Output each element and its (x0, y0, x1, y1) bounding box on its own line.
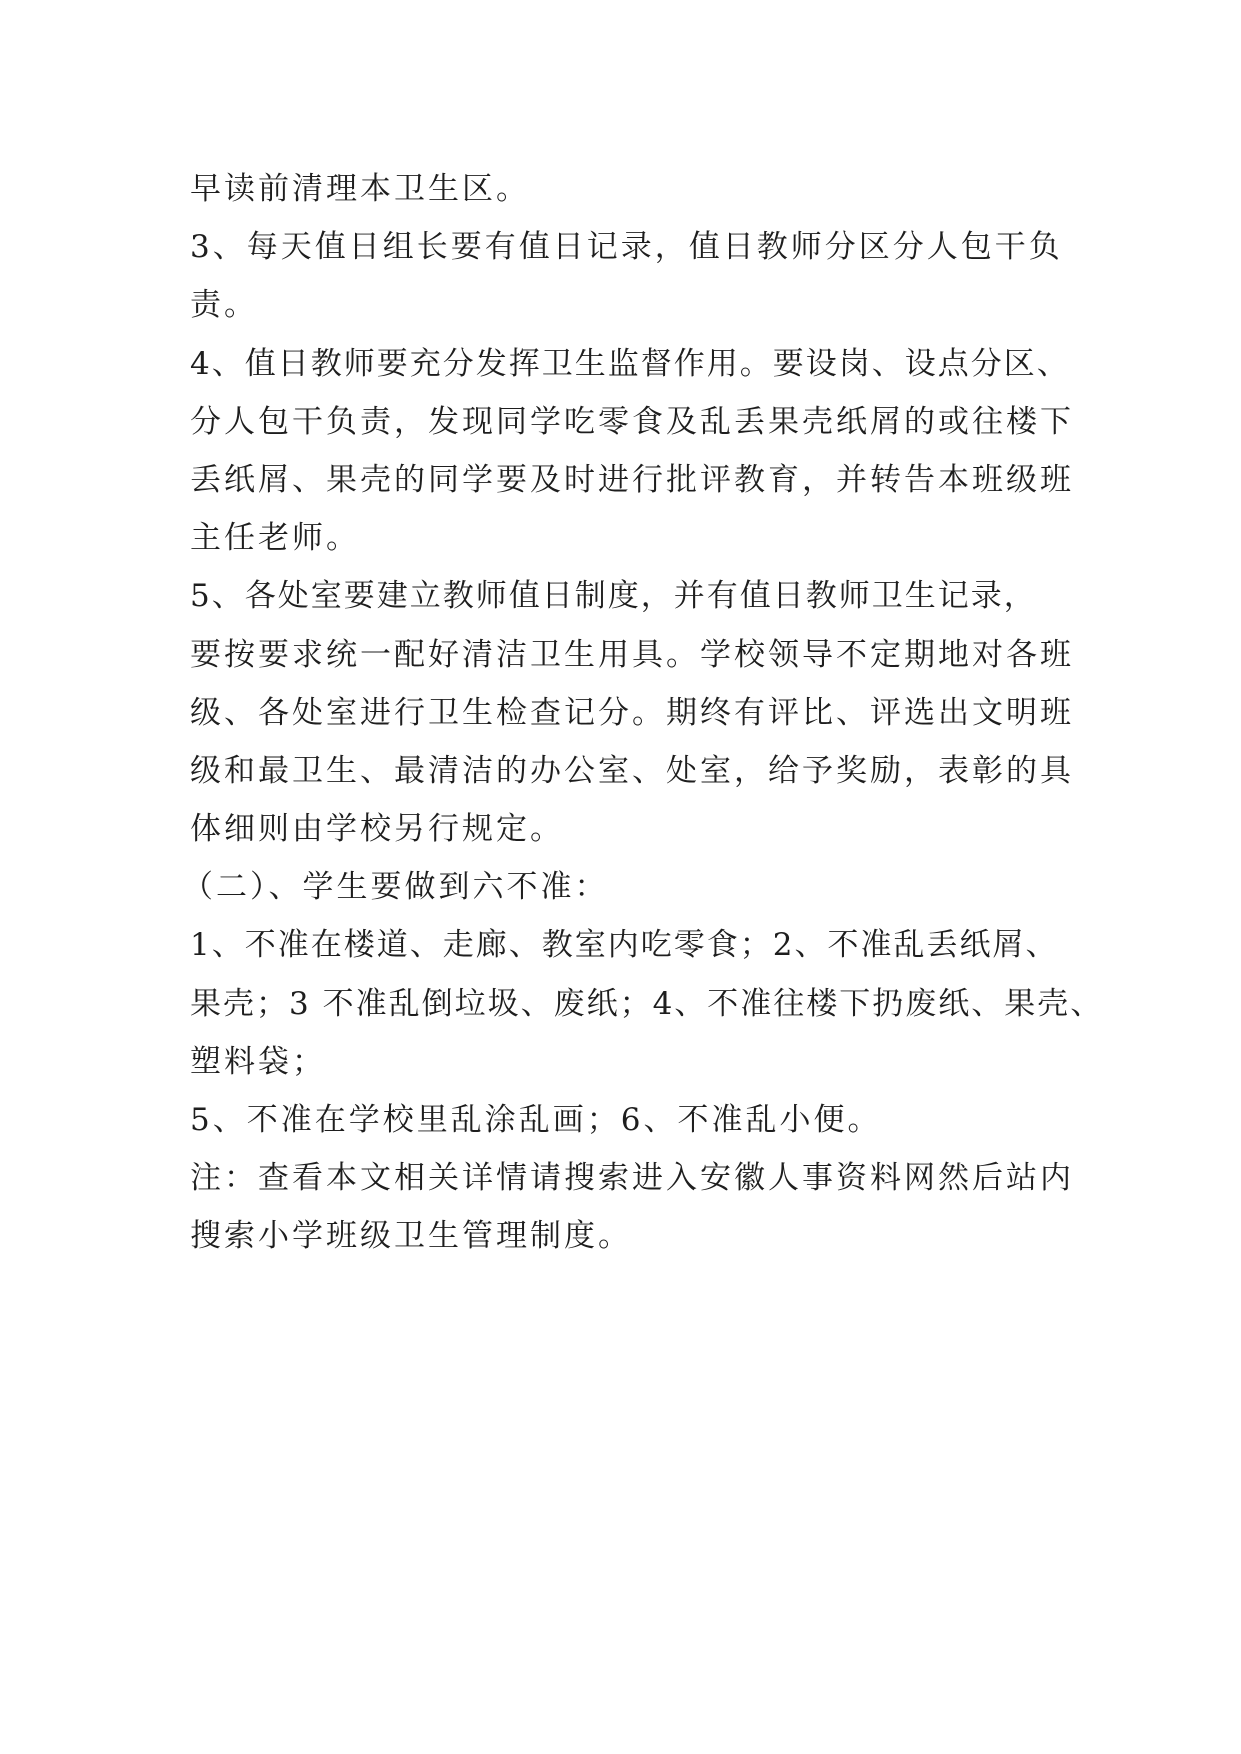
paragraph-line: 3、每天值日组长要有值日记录，值日教师分区分人包干负 (190, 229, 1063, 266)
paragraph-line: 4、值日教师要充分发挥卫生监督作用。要设岗、设点分区、 (190, 345, 1070, 382)
paragraph-line: 主任老师。 (190, 520, 360, 557)
paragraph-line: 体细则由学校另行规定。 (190, 811, 564, 848)
paragraph-line: 要按要求统一配好清洁卫生用具。学校领导不定期地对各班 (190, 636, 1074, 673)
paragraph-line: 5、不准在学校里乱涂乱画；6、不准乱小便。 (190, 1102, 882, 1138)
note-line: 注：查看本文相关详情请搜索进入安徽人事资料网然后站内 (190, 1160, 1074, 1197)
paragraph-line: 责。 (190, 287, 258, 324)
section-heading: （二）、学生要做到六不准： (182, 869, 609, 906)
paragraph-line: 果壳；3 不准乱倒垃圾、废纸；4、不准往楼下扔废纸、果壳、 (190, 985, 1104, 1022)
paragraph-line: 丢纸屑、果壳的同学要及时进行批评教育，并转告本班级班 (190, 461, 1074, 498)
paragraph-line: 级和最卫生、最清洁的办公室、处室，给予奖励，表彰的具 (190, 752, 1074, 789)
paragraph-line: 分人包干负责，发现同学吃零食及乱丢果壳纸屑的或往楼下 (190, 403, 1074, 440)
document-body (182, 160, 1104, 1266)
paragraph-line: 塑料袋； (190, 1043, 326, 1080)
paragraph-line: 早读前清理本卫生区。 (190, 171, 530, 207)
note-line: 搜索小学班级卫生管理制度。 (190, 1218, 632, 1255)
paragraph-line: 5、各处室要建立教师值日制度，并有值日教师卫生记录， (190, 578, 1037, 615)
paragraph-line: 1、不准在楼道、走廊、教室内吃零食；2、不准乱丢纸屑、 (190, 927, 1059, 964)
paragraph-line: 级、各处室进行卫生检查记分。期终有评比、评选出文明班 (190, 694, 1074, 731)
